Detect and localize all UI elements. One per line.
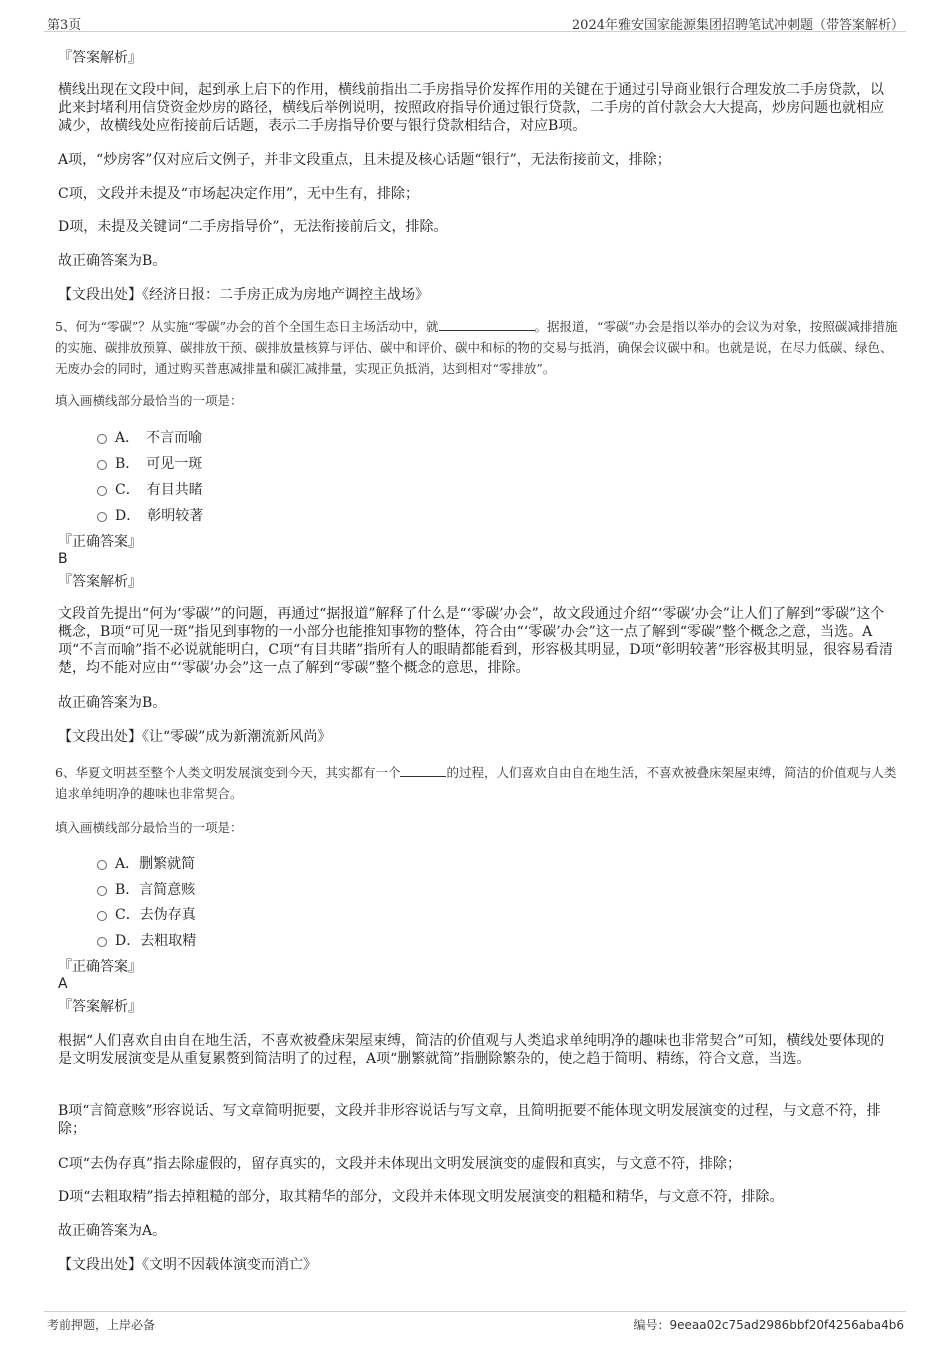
q6-analysis-p3: C项“去伪存真”指去除虚假的，留存真实的，文段并未体现出文明发展演变的虚假和真实，与文意不符，排除； xyxy=(58,1156,742,1172)
q5-option-a-label: A． 不言而喻 xyxy=(115,430,203,446)
radio-icon[interactable] xyxy=(97,486,107,496)
q5-option-b[interactable] xyxy=(97,453,202,473)
q6-option-a-label: A．删繁就简 xyxy=(115,856,196,872)
q5-option-b-label: B． 可见一斑 xyxy=(115,456,203,472)
q5-source: 【文段出处】《让“零碳”成为新潮流新风尚》 xyxy=(58,729,332,745)
q6-option-b[interactable] xyxy=(97,879,195,899)
q5-option-c-label: C． 有目共睹 xyxy=(115,482,203,498)
prev-analysis-p1: 横线出现在文段中间，起到承上启下的作用，横线前指出二手房指导价发挥作用的关键在于通过引导商业银行合理发放二手房贷款，以此来封堵利用信贷资金炒房的路径，横线后举例说明，按照政府指导价通过银行贷款，二手房的首付款会大大提高，炒房问题也就相应减少，故横线处应衔接前后话题，表示二手房指导价要与银行贷款相结合，对应B项。 xyxy=(58,82,884,134)
q6-stem-before: 6、华夏文明甚至整个人类文明发展演变到今天，其实都有一个 xyxy=(55,765,401,780)
q6-analysis-p1: 根据“人们喜欢自由自在地生活，不喜欢被叠床架屋束缚，简洁的价值观与人类追求单纯明净的趣味也非常契合”可知，横线处要体现的是文明发展演变是从重复累赘到简洁明了的过程，A项“删繁就简”指删除繁杂的，使之趋于简明、精练，符合文意，当选。 xyxy=(58,1033,885,1067)
radio-icon[interactable] xyxy=(97,937,107,947)
radio-icon[interactable] xyxy=(97,860,107,870)
q6-option-b-label: B．言简意赅 xyxy=(115,882,196,898)
prev-analysis-p4: D项，未提及关键词“二手房指导价”，无法衔接前后文，排除。 xyxy=(58,219,448,235)
page-number: 第3页 xyxy=(47,18,82,33)
footer-slogan: 考前押题，上岸必备 xyxy=(47,1318,156,1332)
q6-blank xyxy=(400,764,446,777)
prev-analysis-p5: 故正确答案为B。 xyxy=(58,253,167,269)
q6-option-c-label: C．去伪存真 xyxy=(115,907,196,923)
q5-instruction: 填入画横线部分最恰当的一项是： xyxy=(55,393,243,408)
q5-stem-before: 5、何为“零碳”？从实施“零碳”办会的首个全国生态日主场活动中，就 xyxy=(55,319,439,334)
q6-option-d[interactable] xyxy=(97,930,196,950)
q6-source: 【文段出处】《文明不因载体演变而消亡》 xyxy=(58,1257,317,1273)
q6-option-c[interactable] xyxy=(97,904,196,924)
q5-option-c[interactable] xyxy=(97,479,203,499)
q6-option-a[interactable] xyxy=(97,853,195,873)
prev-analysis-p2: A项，“炒房客”仅对应后文例子，并非文段重点，且未提及核心话题“银行”，无法衔接前文，排除； xyxy=(58,152,671,168)
q6-stem xyxy=(55,762,900,804)
footer-code xyxy=(634,1316,904,1333)
q5-analysis-label: 『答案解析』 xyxy=(58,574,142,590)
prev-analysis-p3: C项，文段并未提及“市场起决定作用”，无中生有，排除； xyxy=(58,186,420,202)
prev-source: 【文段出处】《经济日报：二手房正成为房地产调控主战场》 xyxy=(58,287,429,303)
q5-correct-label: 『正确答案』 xyxy=(58,534,142,550)
q6-analysis-label: 『答案解析』 xyxy=(58,999,142,1015)
radio-icon[interactable] xyxy=(97,886,107,896)
q6-analysis-p5: 故正确答案为A。 xyxy=(58,1223,167,1239)
prev-analysis-label: 『答案解析』 xyxy=(58,50,142,66)
q5-stem-after: 。据报道，“零碳”办会是指以举办的会议为对象，按照碳减排措施的实施、碳排放预算、碳排放干预、碳排放量核算与评估、碳中和评价、碳中和标的物的交易与抵消，确保会议碳中和。也就是说，在尽力低碳、绿色、无废办会的同时，通过购买普惠减排量和碳汇减排量，实现正负抵消，达到相对“零排放”。 xyxy=(55,319,898,376)
q5-option-d-label: D． 彰明较著 xyxy=(115,508,204,524)
radio-icon[interactable] xyxy=(97,460,107,470)
q5-answer: B xyxy=(58,551,68,567)
q5-option-a[interactable] xyxy=(97,427,202,447)
radio-icon[interactable] xyxy=(97,434,107,444)
footer-code-value: 9eeaa02c75ad2986bbf20f4256aba4b6 xyxy=(669,1318,904,1332)
header-divider xyxy=(44,31,906,32)
footer-divider xyxy=(44,1311,906,1312)
q5-stem xyxy=(55,316,900,379)
q5-option-d[interactable] xyxy=(97,505,203,525)
q6-instruction: 填入画横线部分最恰当的一项是： xyxy=(55,820,243,835)
q6-answer: A xyxy=(58,976,68,992)
q5-blank xyxy=(439,318,535,331)
q6-analysis-p4: D项“去粗取精”指去掉粗糙的部分，取其精华的部分，文段并未体现文明发展演变的粗糙和精华，与文意不符，排除。 xyxy=(58,1189,784,1205)
document-title: 2024年雅安国家能源集团招聘笔试冲刺题（带答案解析） xyxy=(571,18,904,33)
footer-code-label: 编号： xyxy=(633,1318,670,1332)
q6-option-d-label: D．去粗取精 xyxy=(115,933,197,949)
q5-analysis-p1: 文段首先提出“何为‘零碳’”的问题，再通过“据报道”解释了什么是“‘零碳’办会”，故文段通过介绍“‘零碳’办会”让人们了解到“零碳”这个概念，B项“可见一斑”指见到事物的一小部分也能推知事物的整体，符合由“‘零碳’办会”这一点了解到“零碳”整个概念之意，当选。A项“不言而喻”指不必说就能明白，C项“有目共睹”指所有人的眼睛都能看到，形容极其明显，D项“彰明较著”形容极其明显，很容易看清楚，均不能对应由“‘零碳’办会”这一点了解到“零碳”整个概念的意思，排除。 xyxy=(58,606,893,676)
radio-icon[interactable] xyxy=(97,911,107,921)
q6-analysis-p2: B项“言简意赅”形容说话、写文章简明扼要，文段并非形容说话与写文章，且简明扼要不能体现文明发展演变的过程，与文意不符，排除； xyxy=(58,1103,881,1137)
radio-icon[interactable] xyxy=(97,512,107,522)
q6-stem-after: 的过程，人们喜欢自由自在地生活，不喜欢被叠床架屋束缚，简洁的价值观与人类追求单纯明净的趣味也非常契合。 xyxy=(55,765,897,801)
q5-analysis-p2: 故正确答案为B。 xyxy=(58,695,167,711)
q6-correct-label: 『正确答案』 xyxy=(58,959,142,975)
